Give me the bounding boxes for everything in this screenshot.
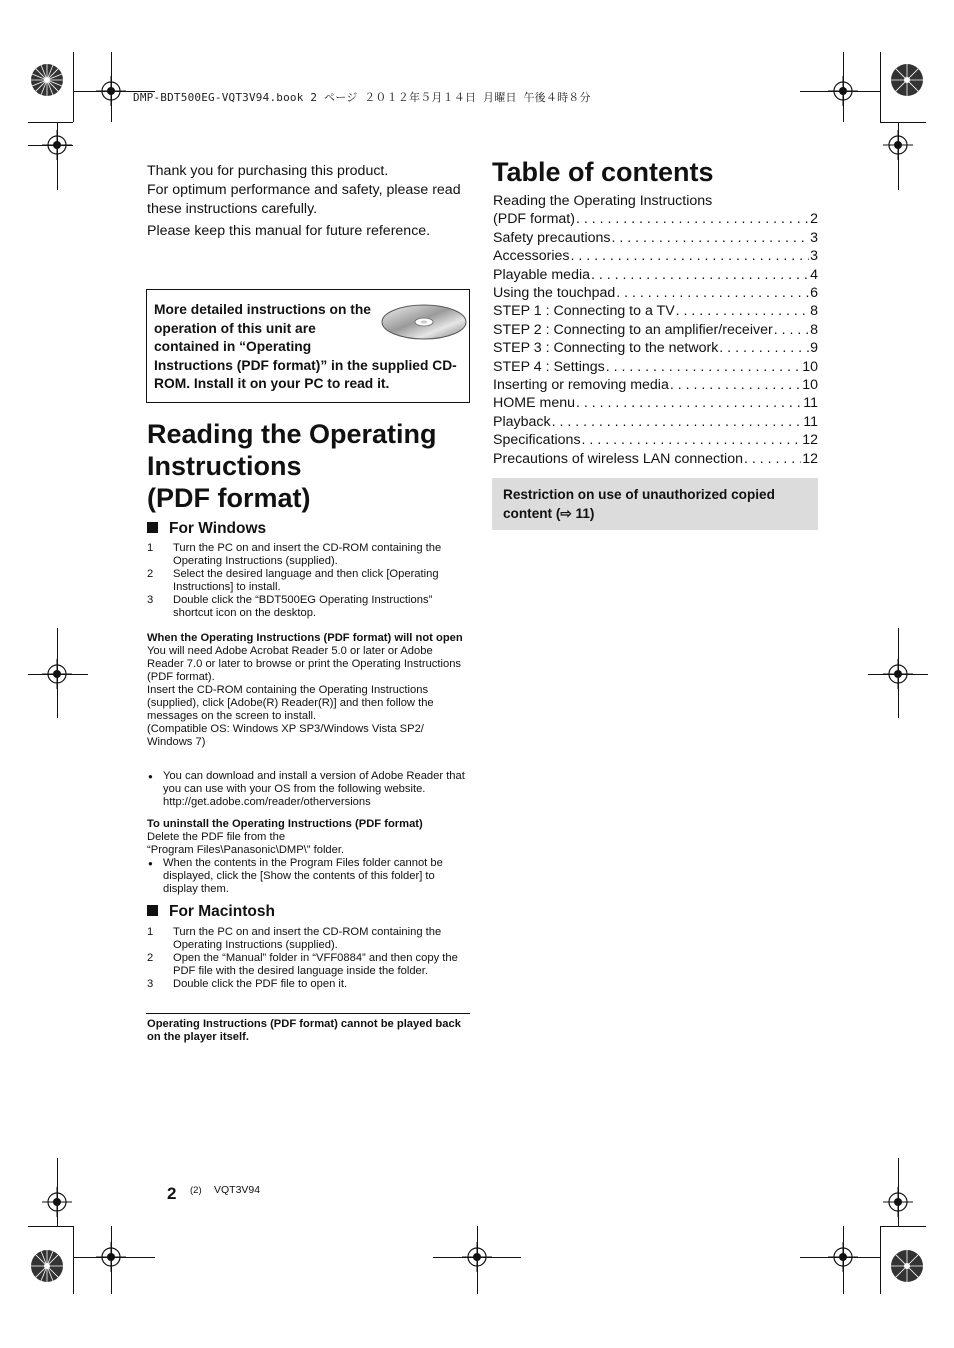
not-open-heading: When the Operating Instructions (PDF format) will not open — [147, 632, 463, 644]
uninstall-body: Delete the PDF file from the — [147, 831, 286, 843]
toc-entry-title: Specifications — [493, 432, 581, 449]
toc-leader-dots — [744, 450, 801, 468]
step-text: Double click the “BDT500EG Operating Instructions” shortcut icon on the desktop. — [173, 594, 433, 619]
toc-entry-title: Inserting or removing media — [493, 377, 669, 394]
toc-entry-page: 4 — [810, 266, 818, 283]
toc-entry[interactable] — [493, 450, 818, 468]
intro-line: Please keep this manual for future reference. — [147, 223, 431, 239]
toc-entry[interactable] — [493, 284, 818, 302]
step-number: 3 — [147, 594, 154, 606]
registration-wheel-icon — [890, 63, 924, 97]
windows-steps-list — [147, 542, 472, 620]
divider — [146, 1013, 470, 1014]
step-text: Turn the PC on and insert the CD-ROM containing the Operating Instructions (supplied). — [173, 926, 442, 951]
not-open-body: Insert the CD-ROM containing the Operating Instructions (supplied), click [Adobe(R) Reader(R)] and then follow the messages on the screen to install. — [147, 684, 434, 722]
download-text: You can download and install a version of Adobe Reader that you can use with your OS from the following website. — [163, 770, 465, 795]
toc-entry[interactable] — [493, 394, 818, 412]
toc-first-line: Reading the Operating Instructions — [493, 193, 713, 209]
toc-entry-title: STEP 4 : Settings — [493, 358, 605, 375]
restriction-box — [492, 478, 818, 530]
page-ref: (2) — [190, 1185, 202, 1196]
print-header: DMP-BDT500EG-VQT3V94.book 2 ページ ２０１２年５月１４日 月曜日 午後４時８分 — [133, 91, 591, 104]
step-number: 3 — [147, 978, 154, 990]
toc-leader-dots — [591, 266, 809, 284]
toc-title: Table of contents — [492, 157, 714, 187]
toc-entry-page: 10 — [802, 377, 818, 394]
uninstall-body: “Program Files\Panasonic\DMP\” folder. — [147, 844, 345, 856]
cd-notice-text — [154, 301, 464, 394]
toc-entry-page: 11 — [803, 395, 818, 412]
registration-wheel-icon — [30, 63, 64, 97]
cd-notice-text-part2: Instructions (PDF format)” in the supplied CD-ROM. Install it on your PC to read it. — [154, 357, 457, 391]
not-open-body: You will need Adobe Acrobat Reader 5.0 or later or Adobe Reader 7.0 or later to browse or print the Operating Instructions (PDF format). — [147, 645, 462, 683]
page-number: 2 — [167, 1184, 177, 1203]
toc-leader-dots — [552, 413, 803, 431]
toc-leader-dots — [576, 394, 802, 412]
toc-entry[interactable] — [493, 247, 818, 265]
list-item — [147, 568, 472, 594]
toc-entry-page: 3 — [810, 229, 818, 246]
toc-entry-page: 2 — [810, 211, 818, 228]
toc-entry-page: 11 — [803, 413, 818, 430]
windows-heading-label: For Windows — [169, 520, 267, 537]
toc-entry-title: STEP 2 : Connecting to an amplifier/receiver — [493, 321, 773, 338]
toc-entry[interactable] — [493, 302, 818, 320]
toc-entry-page: 10 — [802, 358, 818, 375]
toc-leader-dots — [576, 210, 809, 228]
not-open-section — [147, 632, 472, 749]
step-number: 1 — [147, 926, 154, 938]
step-text: Turn the PC on and insert the CD-ROM containing the Operating Instructions (supplied). — [173, 542, 442, 567]
download-bullet — [147, 770, 472, 809]
toc-leader-dots — [612, 229, 810, 247]
toc-leader-dots — [719, 339, 809, 357]
toc-entry[interactable] — [493, 321, 818, 339]
step-text: Double click the PDF file to open it. — [173, 978, 348, 990]
list-item — [147, 542, 472, 568]
toc-leader-dots — [570, 247, 809, 265]
windows-heading — [147, 520, 266, 538]
registration-wheel-icon — [890, 1249, 924, 1283]
restriction-line: Restriction on use of unauthorized copied — [503, 487, 775, 502]
download-url-link[interactable]: http://get.adobe.com/reader/otherversions — [163, 796, 371, 808]
intro-line: For optimum performance and safety, please read these instructions carefully. — [147, 182, 461, 217]
toc-entry-title: Safety precautions — [493, 229, 611, 246]
toc-entry-title: STEP 1 : Connecting to a TV — [493, 303, 675, 320]
toc-entry[interactable] — [493, 431, 818, 449]
step-number: 1 — [147, 542, 154, 554]
toc-entry-page: 8 — [810, 303, 818, 320]
uninstall-section — [147, 818, 472, 896]
toc-entry-title: Playback — [493, 413, 551, 430]
title-line: Instructions — [147, 451, 302, 481]
registration-wheel-icon — [30, 1249, 64, 1283]
intro-text — [147, 162, 467, 241]
toc-entry-title: HOME menu — [493, 395, 575, 412]
uninstall-bullet: ● When the contents in the Program Files folder cannot be displayed, click the [Show the contents of this folder] to display them. — [147, 857, 472, 896]
cd-notice-text-part1: More detailed instructions on the operation of this unit are contained in “Operating — [154, 302, 371, 354]
reading-section-title — [147, 418, 477, 514]
toc-entry-page: 12 — [802, 450, 818, 467]
toc-entry-page: 3 — [810, 248, 818, 265]
toc-leader-dots — [582, 431, 802, 449]
toc-leader-dots — [676, 302, 809, 320]
toc-leader-dots — [670, 376, 801, 394]
toc-leader-dots — [774, 321, 809, 339]
square-bullet-icon — [147, 905, 158, 916]
toc-entry-page: 6 — [810, 285, 818, 302]
title-line: Reading the Operating — [147, 419, 437, 449]
list-item — [147, 952, 472, 978]
toc-entry[interactable] — [493, 413, 818, 431]
toc-entry[interactable] — [493, 339, 818, 357]
intro-line: Thank you for purchasing this product. — [147, 163, 389, 179]
download-note — [147, 770, 472, 809]
mac-heading — [147, 903, 275, 921]
toc-entry-title: STEP 3 : Connecting to the network — [493, 340, 719, 357]
toc-entry-title: Using the touchpad — [493, 285, 616, 302]
toc-list — [493, 192, 818, 468]
toc-leader-dots — [616, 284, 809, 302]
toc-entry[interactable] — [493, 376, 818, 394]
cd-notice-box — [146, 289, 470, 403]
toc-entry-page: 9 — [810, 340, 818, 357]
toc-entry-page: 12 — [802, 432, 818, 449]
uninstall-heading: To uninstall the Operating Instructions (PDF format) — [147, 818, 423, 830]
toc-entry[interactable] — [493, 210, 818, 228]
restriction-line: content (⇨ 11) — [503, 506, 595, 521]
not-open-body: (Compatible OS: Windows XP SP3/Windows Vista SP2/ Windows 7) — [147, 723, 424, 748]
step-text: Open the “Manual” folder in “VFF0884” and then copy the PDF file with the desired language inside the folder. — [173, 952, 458, 977]
toc-entry-title: Playable media — [493, 266, 591, 283]
toc-entry-title: Precautions of wireless LAN connection — [493, 450, 743, 467]
list-item — [147, 594, 472, 620]
toc-entry[interactable] — [493, 229, 818, 247]
toc-leader-dots — [606, 358, 801, 376]
square-bullet-icon — [147, 522, 158, 533]
toc-entry-title: Accessories — [493, 248, 570, 265]
mac-steps-list — [147, 926, 472, 991]
mac-heading-label: For Macintosh — [169, 903, 275, 920]
list-item — [147, 978, 472, 991]
list-item — [147, 926, 472, 952]
pdf-note — [147, 1018, 472, 1044]
title-line: (PDF format) — [147, 483, 311, 513]
step-text: Select the desired language and then click [Operating Instructions] to install. — [173, 568, 439, 593]
pdf-note-text: Operating Instructions (PDF format) cannot be played back on the player itself. — [147, 1018, 461, 1043]
step-number: 2 — [147, 952, 154, 964]
toc-entry[interactable] — [493, 266, 818, 284]
step-number: 2 — [147, 568, 154, 580]
toc-entry[interactable] — [493, 358, 818, 376]
doc-code: VQT3V94 — [214, 1184, 261, 1196]
toc-entry-title: (PDF format) — [493, 211, 575, 228]
toc-entry-page: 8 — [810, 321, 818, 338]
